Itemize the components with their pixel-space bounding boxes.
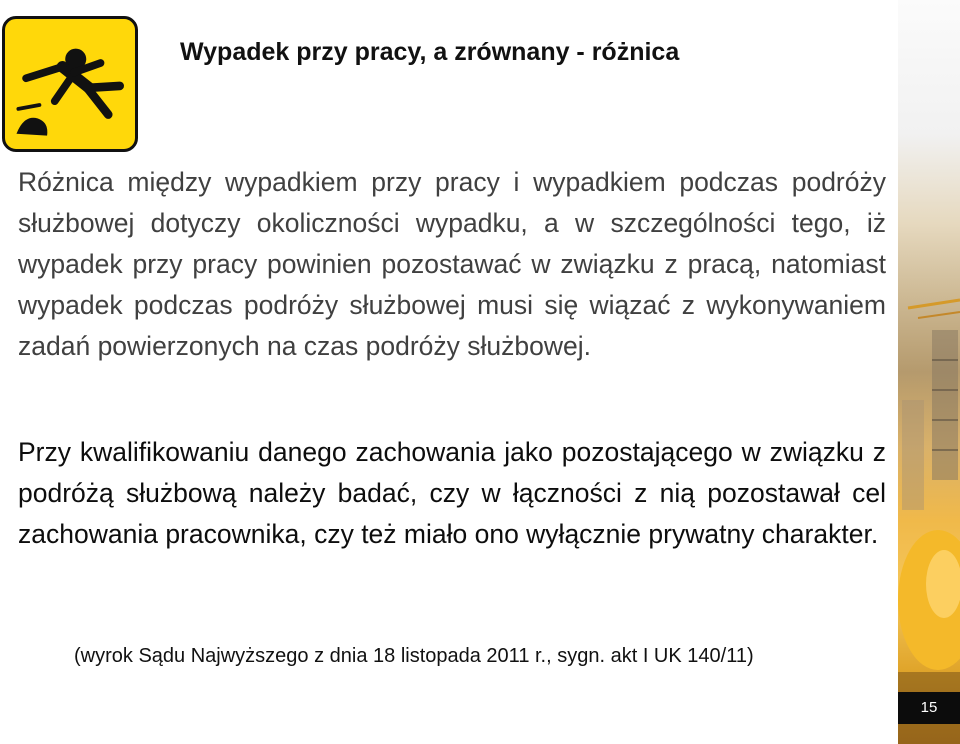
construction-photo-strip xyxy=(898,0,960,744)
court-citation: (wyrok Sądu Najwyższego z dnia 18 listopada 2011 r., sygn. akt I UK 140/11) xyxy=(74,645,754,667)
falling-person-warning-icon xyxy=(2,16,138,152)
paragraph-difference: Różnica między wypadkiem przy pracy i wypadkiem podczas podróży służbowej dotyczy okoliczności wypadku, a w szczególności tego, iż wypadek przy pracy powinien pozostawać w związku z pracą, natomiast wypadek podczas podróży służbowej musi się wiązać z wykonywaniem zadań powierzonych na czas podróży służbowej. xyxy=(18,167,886,361)
paragraph-qualification: Przy kwalifikowaniu danego zachowania jako pozostającego w związku z podróżą służbową należy badać, czy w łączności z nią pozostawał cel zachowania pracownika, czy też miało ono wyłącznie prywatny charakter. xyxy=(18,437,886,549)
slide-title: Wypadek przy pracy, a zrównany - różnica xyxy=(180,38,680,66)
page-number: 15 xyxy=(898,692,960,724)
